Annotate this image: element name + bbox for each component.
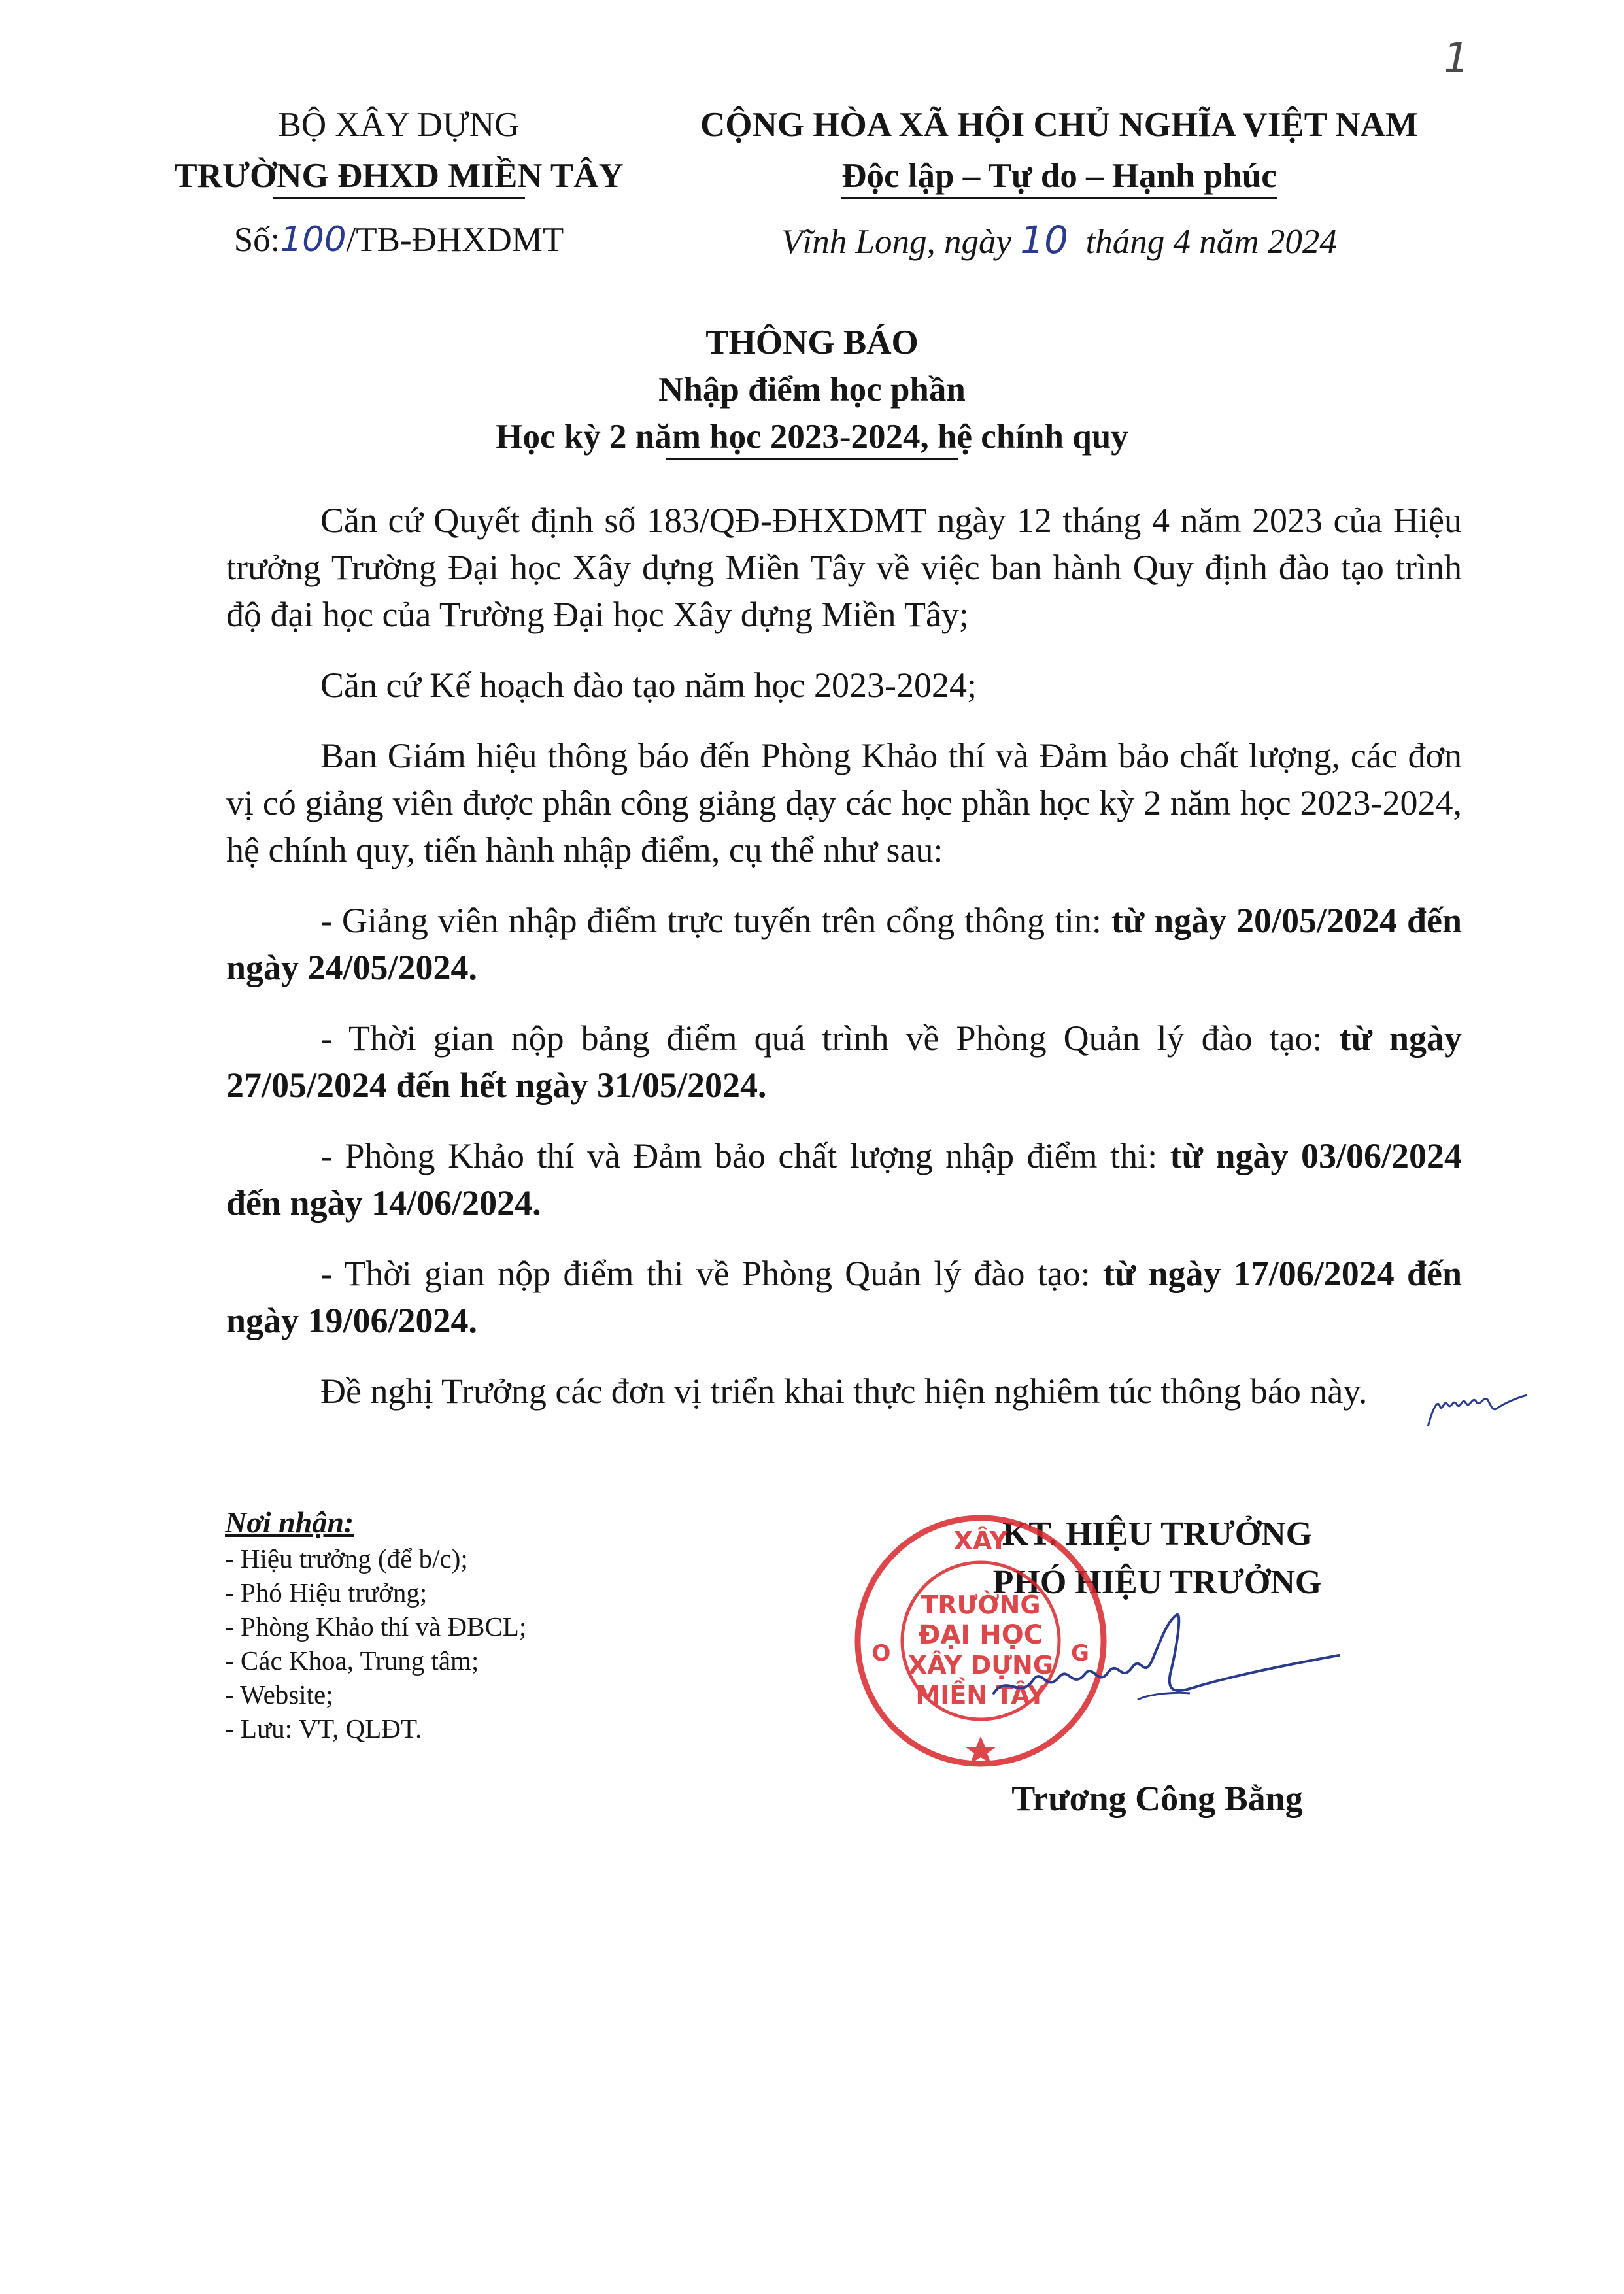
ministry-name: BỘ XÂY DỰNG [278, 106, 520, 144]
list-item [226, 1132, 1462, 1226]
doc-no-suffix: /TB-ĐHXDMT [346, 221, 564, 259]
nation-title: CỘNG HÒA XÃ HỘI CHỦ NGHĨA VIỆT NAM [700, 106, 1418, 144]
sign-title-1: KT. HIỆU TRƯỞNG [1002, 1515, 1313, 1553]
handwritten-signature-icon [981, 1595, 1347, 1765]
title-line-2: Nhập điểm học phần [658, 371, 966, 409]
paragraph-announcement: Ban Giám hiệu thông báo đến Phòng Khảo thí và Đảm bảo chất lượng, các đơn vị có giảng viên được phân công giảng dạy các học phần học kỳ 2 năm học 2023-2024, hệ chính quy, tiến hành nhập điểm, cụ thể như sau: [226, 736, 1462, 869]
item-text: - Giảng viên nhập điểm trực tuyến trên cổng thông tin: [320, 901, 1111, 940]
recipient-item: - Phó Hiệu trưởng; [225, 1577, 428, 1608]
list-item [226, 897, 1462, 991]
seal-line-1: TRƯỜNG [921, 1591, 1041, 1619]
date-suffix: tháng 4 năm 2024 [1068, 223, 1337, 261]
page-number-mark: 1 [1444, 34, 1470, 82]
seal-line-2: ĐẠI HỌC [918, 1620, 1043, 1650]
item-dates: từ ngày 27/05/2024 đến hết ngày 31/05/2024. [226, 1019, 1462, 1105]
item-text: - Thời gian nộp bảng điểm quá trình về Phòng Quản lý đào tạo: [320, 1019, 1340, 1058]
item-dates: từ ngày 03/06/2024 đến ngày 14/06/2024. [226, 1136, 1462, 1223]
recipient-item: - Lưu: VT, QLĐT. [225, 1713, 422, 1744]
school-name-text: TRƯỜNG ĐHXD MIỀN TÂY [174, 150, 624, 201]
item-text: - Thời gian nộp điểm thi về Phòng Quản lý đào tạo: [320, 1254, 1103, 1293]
title-line-3-text: Học kỳ 2 năm học 2023-2024, hệ chính quy [496, 413, 1128, 460]
doc-no-prefix: Số: [233, 221, 280, 259]
signer-name: Trương Công Bằng [1011, 1779, 1303, 1818]
title-block [0, 319, 1624, 460]
title-line-1: THÔNG BÁO [705, 324, 919, 362]
recipient-item: - Website; [225, 1679, 333, 1710]
date-prefix: Vĩnh Long, ngày [781, 223, 1021, 261]
paragraph-legal-basis-1: Căn cứ Quyết định số 183/QĐ-ĐHXDMT ngày 12 tháng 4 năm 2023 của Hiệu trưởng Trường Đại học Xây dựng Miền Tây về việc ban hành Quy định đào tạo trình độ đại học của Trường Đại học Xây dựng Miền Tây; [226, 501, 1462, 634]
motto-text: Độc lập – Tự do – Hạnh phúc [841, 155, 1277, 199]
sign-title-2: PHÓ HIỆU TRƯỞNG [992, 1564, 1322, 1601]
motto [667, 150, 1451, 201]
header-left [118, 99, 680, 265]
date-day-handwritten: 10 [1020, 218, 1069, 262]
recipients-block [225, 1504, 526, 1746]
doc-no-handwritten: 100 [280, 220, 347, 260]
seal-ring-top: XÂY [953, 1527, 1008, 1555]
seal-ring-left: O [871, 1640, 891, 1666]
paragraph-legal-basis-2: Căn cứ Kế hoạch đào tạo năm học 2023-2024; [320, 666, 977, 705]
item-dates: từ ngày 20/05/2024 đến ngày 24/05/2024. [226, 901, 1462, 987]
seal-ring-right: G [1071, 1640, 1089, 1666]
recipient-item: - Phòng Khảo thí và ĐBCL; [225, 1611, 527, 1642]
school-name [118, 150, 680, 201]
header-right [667, 99, 1451, 267]
title-line-3 [0, 413, 1624, 460]
recipient-item: - Các Khoa, Trung tâm; [225, 1645, 479, 1676]
list-item [226, 1250, 1462, 1344]
closing-paragraph: Đề nghị Trưởng các đơn vị triển khai thực hiện nghiêm túc thông báo này. [320, 1372, 1368, 1411]
seal-line-4: MIỀN TÂY [915, 1681, 1046, 1710]
body-text [226, 497, 1462, 1438]
item-dates: từ ngày 17/06/2024 đến ngày 19/06/2024. [226, 1254, 1462, 1340]
recipients-label: Nơi nhận: [225, 1506, 354, 1539]
seal-line-3: XÂY DỰNG [907, 1651, 1054, 1679]
initials-scribble-icon [1425, 1386, 1530, 1432]
document-number [118, 214, 680, 265]
place-date [667, 214, 1451, 267]
recipient-item: - Hiệu trưởng (để b/c); [225, 1543, 468, 1574]
list-item [226, 1015, 1462, 1109]
item-text: - Phòng Khảo thí và Đảm bảo chất lượng nhập điểm thi: [320, 1136, 1170, 1175]
